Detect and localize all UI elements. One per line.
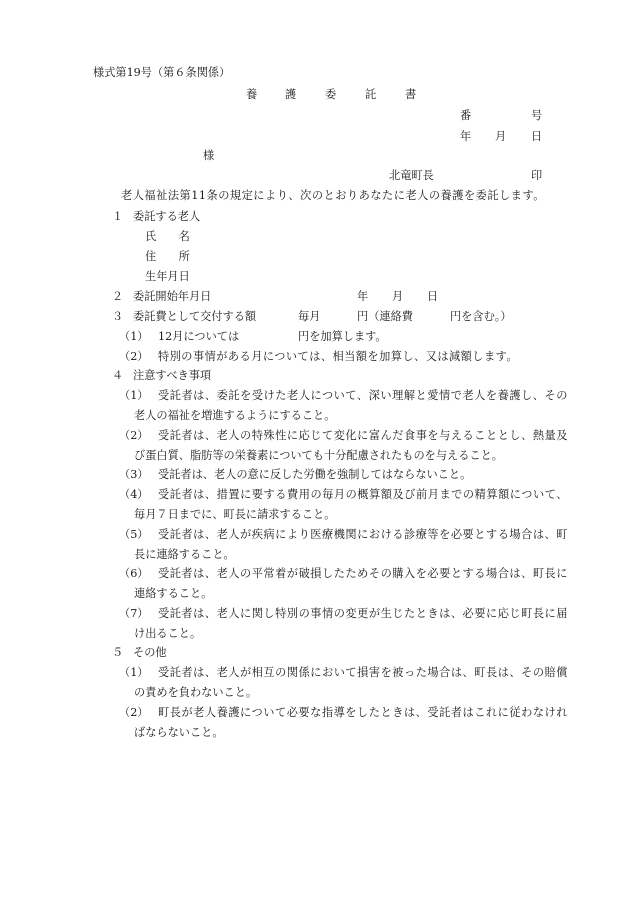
sub-number: （7） — [119, 607, 149, 620]
item-heading: 委託する老人 — [133, 210, 201, 223]
sub-text: 受託者は、委託を受けた老人について、深い理解と愛情で老人を養護し、その — [158, 389, 568, 402]
date-day: 日 — [531, 130, 543, 143]
sub-text: 受託者は、老人が相互の関係において損害を被った場合は、町長は、その賠償 — [158, 666, 568, 679]
start-month: 月 — [392, 290, 404, 303]
sub-text: 特別の事情がある月については、相当額を加算し、又は減額します。 — [158, 350, 518, 363]
issuer-name: 北竜町長 — [389, 169, 434, 182]
item-heading: 委託開始年月日 — [133, 290, 212, 303]
sub-text-continued: け出ること。 — [134, 627, 202, 640]
item-heading: 注意すべき事項 — [133, 369, 212, 382]
number-suffix: 号 — [531, 109, 543, 122]
intro-text: 老人福祉法第11条の規定により、次のとおりあなたに老人の養護を委託します。 — [121, 189, 545, 202]
sub-text-tail: 円を加算します。 — [298, 330, 387, 343]
sub-number: （3） — [119, 468, 149, 481]
sub-number: （5） — [119, 528, 149, 541]
sub-text: 受託者は、老人に関し特別の事情の変更が生じたときは、必要に応じ町長に届 — [158, 607, 568, 620]
field-birthdate: 生年月日 — [145, 270, 190, 283]
sub-text: 受託者は、老人の平常着が破損したためその購入を必要とする場合は、町長に — [158, 567, 568, 580]
sub-text: 町長が老人養護について必要な指導をしたときは、受託者はこれに従わなけれ — [158, 706, 568, 719]
monthly-label: 毎月 — [298, 310, 321, 323]
addressee-suffix: 様 — [203, 149, 215, 162]
sub-text-continued: の責めを負わないこと。 — [134, 686, 258, 699]
item-number: １ — [112, 210, 124, 223]
seal-mark: 印 — [531, 169, 543, 182]
sub-number: （2） — [119, 429, 149, 442]
item-number: ３ — [112, 310, 124, 323]
sub-number: （1） — [119, 389, 149, 402]
item-number: ２ — [112, 290, 124, 303]
field-address: 住 所 — [145, 250, 190, 263]
sub-text-continued: 老人の福祉を増進するようにすること。 — [134, 409, 336, 422]
item-number: ５ — [112, 646, 124, 659]
sub-text: 12月については — [158, 330, 240, 343]
start-year: 年 — [357, 290, 369, 303]
field-name: 氏 名 — [145, 230, 190, 243]
sub-text-continued: 連絡すること。 — [134, 587, 213, 600]
sub-text-continued: 長に連絡すること。 — [134, 548, 235, 561]
title-char: 託 — [365, 88, 377, 101]
sub-text: 受託者は、措置に要する費用の毎月の概算額及び前月までの精算額について、 — [158, 488, 568, 501]
title-char: 書 — [405, 88, 417, 101]
sub-text: 受託者は、老人の意に反した労働を強制してはならないこと。 — [158, 468, 472, 481]
date-year: 年 — [460, 130, 472, 143]
form-label: 様式第19号（第６条関係） — [93, 66, 231, 79]
sub-text-continued: び蛋白質、脂肪等の栄養素についても十分配慮されたものを与えること。 — [134, 449, 503, 462]
sub-number: （2） — [119, 706, 149, 719]
sub-text: 受託者は、老人が疾病により医療機関における診療等を必要とする場合は、町 — [158, 528, 568, 541]
title-char: 護 — [285, 88, 297, 101]
sub-number: （2） — [119, 350, 149, 363]
sub-text-continued: 毎月７日までに、町長に請求すること。 — [134, 508, 336, 521]
date-month: 月 — [495, 130, 507, 143]
sub-number: （1） — [119, 330, 149, 343]
sub-text-continued: ばならないこと。 — [134, 726, 224, 739]
title-char: 養 — [246, 88, 258, 101]
sub-number: （4） — [119, 488, 149, 501]
sub-text: 受託者は、老人の特殊性に応じて変化に富んだ食事を与えることとし、熱量及 — [158, 429, 568, 442]
sub-number: （1） — [119, 666, 149, 679]
item-number: ４ — [112, 369, 124, 382]
item-heading: その他 — [133, 646, 167, 659]
item-heading: 委託費として交付する額 — [133, 310, 257, 323]
yen-contact-fee: 円（連絡費 — [357, 310, 413, 323]
title-char: 委 — [325, 88, 337, 101]
yen-included: 円を含む。） — [450, 310, 512, 323]
number-label: 番 — [460, 109, 472, 122]
sub-number: （6） — [119, 567, 149, 580]
start-day: 日 — [427, 290, 439, 303]
